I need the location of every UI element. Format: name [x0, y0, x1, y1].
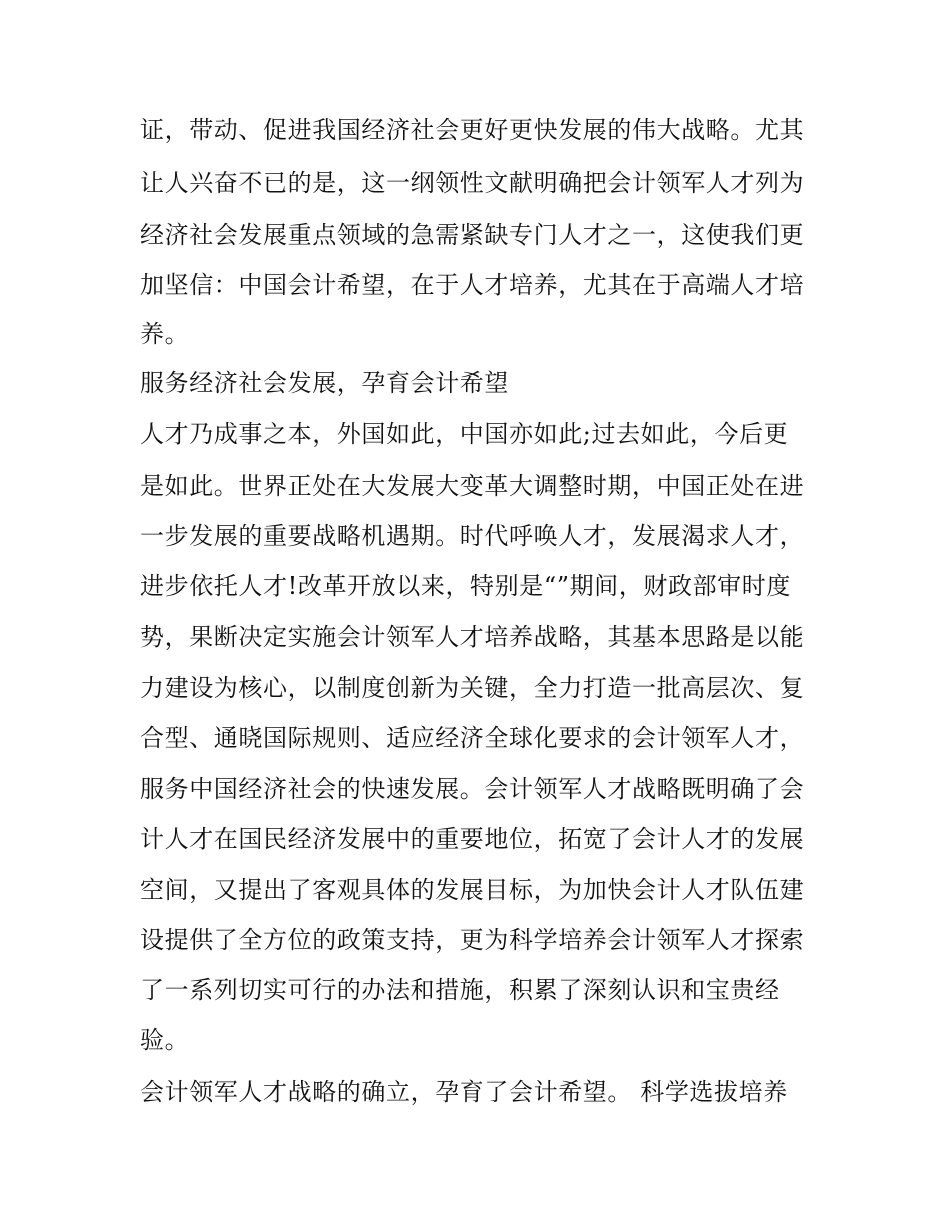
paragraph-line: 进步依托人才!改革开放以来，特别是“”期间，财政部审时度	[140, 572, 791, 600]
section-heading: 服务经济社会发展，孕育会计希望	[140, 369, 509, 397]
paragraph-line: 力建设为核心，以制度创新为关键，全力打造一批高层次、复	[140, 674, 805, 702]
paragraph-line: 了一系列切实可行的办法和措施，积累了深刻认识和宝贵经	[140, 976, 780, 1004]
paragraph-line: 验。	[140, 1026, 190, 1054]
paragraph-line: 养。	[140, 320, 190, 348]
paragraph-line: 空间，又提出了客观具体的发展目标，为加快会计人才队伍建	[140, 876, 805, 904]
paragraph-line: 经济社会发展重点领域的急需紧缺专门人才之一，这使我们更	[140, 221, 805, 249]
paragraph-line: 合型、通晓国际规则、适应经济全球化要求的会计领军人才，	[140, 724, 805, 752]
paragraph-line: 服务中国经济社会的快速发展。会计领军人才战略既明确了会	[140, 775, 805, 803]
paragraph-line: 设提供了全方位的政策支持，更为科学培养会计领军人才探索	[140, 926, 805, 954]
paragraph-line: 势，果断决定实施会计领军人才培养战略，其基本思路是以能	[140, 623, 805, 651]
paragraph-line: 一步发展的重要战略机遇期。时代呼唤人才，发展渴求人才，	[140, 522, 805, 550]
paragraph-line: 加坚信：中国会计希望，在于人才培养，尤其在于高端人才培	[140, 271, 805, 299]
paragraph-line: 证，带动、促进我国经济社会更好更快发展的伟大战略。尤其	[140, 116, 805, 144]
paragraph-line: 让人兴奋不已的是，这一纲领性文献明确把会计领军人才列为	[140, 169, 805, 197]
paragraph-line: 是如此。世界正处在大发展大变革大调整时期，中国正处在进	[140, 472, 805, 500]
paragraph-line: 计人才在国民经济发展中的重要地位，拓宽了会计人才的发展	[140, 825, 805, 853]
paragraph-line: 人才乃成事之本，外国如此，中国亦如此;过去如此，今后更	[140, 420, 789, 448]
paragraph-line: 会计领军人才战略的确立，孕育了会计希望。 科学选拔培养	[140, 1078, 788, 1106]
